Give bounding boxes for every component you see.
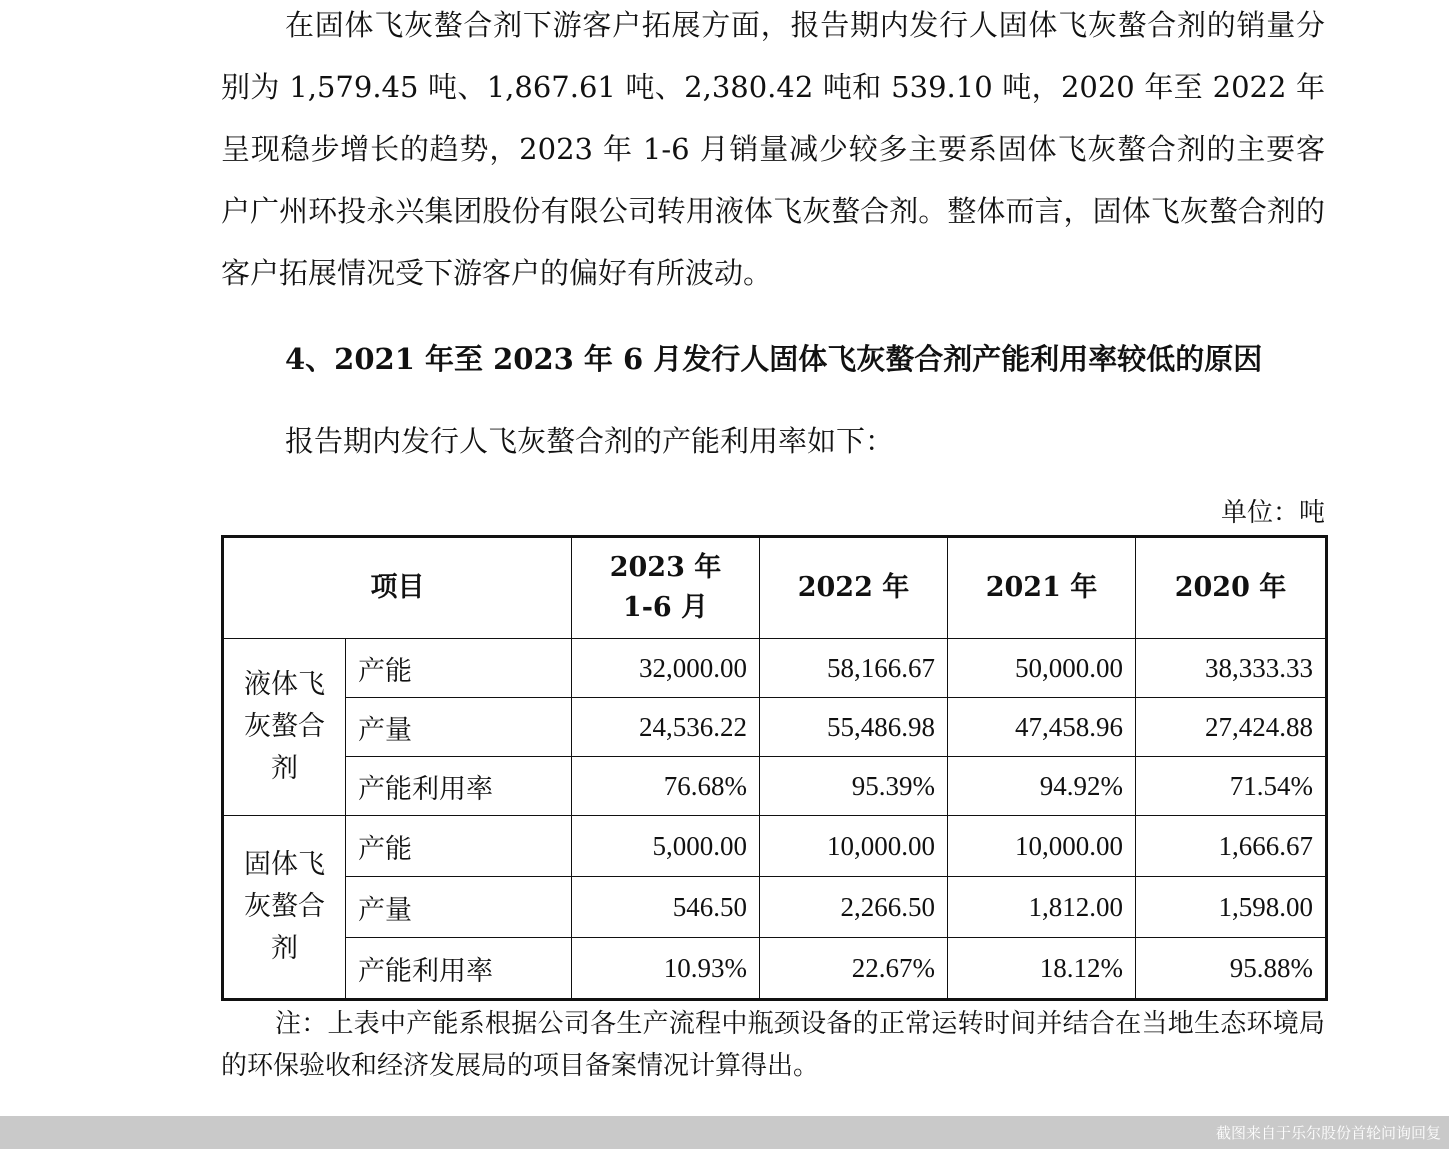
table-cell: 76.68%	[572, 757, 760, 816]
paragraph-solid-chelant-customers: 在固体飞灰螯合剂下游客户拓展方面，报告期内发行人固体飞灰螯合剂的销量分别为 1,579.45 吨、1,867.61 吨、2,380.42 吨和 539.10 吨，2020 年至 2022 年呈现稳步增长的趋势，2023 年 1-6 月销量减少较多主要系固体飞灰螯合剂的主要客户广州环投永兴集团股份有限公司转用液体飞灰螯合剂。整体而言，固体飞灰螯合剂的客户拓展情况受下游客户的偏好有所波动。	[221, 8, 1325, 290]
row-label: 产量	[346, 698, 572, 757]
table-cell: 2,266.50	[760, 877, 948, 938]
table-cell: 58,166.67	[760, 639, 948, 698]
table-intro: 报告期内发行人飞灰螯合剂的产能利用率如下：	[285, 424, 895, 458]
row-label: 产能	[346, 639, 572, 698]
table-cell: 546.50	[572, 877, 760, 938]
table-row	[223, 877, 1327, 938]
header-2023h1	[572, 537, 760, 639]
table-note: 注：上表中产能系根据公司各生产流程中瓶颈设备的正常运转时间并结合在当地生态环境局的环保验收和经济发展局的项目备案情况计算得出。	[221, 1009, 1325, 1081]
table-cell: 32,000.00	[572, 639, 760, 698]
capacity-utilization-table	[221, 535, 1328, 1001]
table-row	[223, 757, 1327, 816]
table-cell: 38,333.33	[1136, 639, 1327, 698]
table-cell: 24,536.22	[572, 698, 760, 757]
group-solid-chelant: 固体飞灰螯合剂	[223, 816, 346, 1000]
group-liquid-chelant: 液体飞灰螯合剂	[223, 639, 346, 816]
table-cell: 10.93%	[572, 938, 760, 1000]
header-2020: 2020 年	[1136, 537, 1327, 639]
table-cell: 1,666.67	[1136, 816, 1327, 877]
table-cell: 95.88%	[1136, 938, 1327, 1000]
table-cell: 27,424.88	[1136, 698, 1327, 757]
table-cell: 95.39%	[760, 757, 948, 816]
source-watermark: 截图来自于乐尔股份首轮问询回复	[1215, 1124, 1441, 1142]
table-cell: 50,000.00	[948, 639, 1136, 698]
header-2021: 2021 年	[948, 537, 1136, 639]
row-label: 产能利用率	[346, 757, 572, 816]
table-header-row	[223, 537, 1327, 639]
table-cell: 55,486.98	[760, 698, 948, 757]
section-heading: 4、2021 年至 2023 年 6 月发行人固体飞灰螯合剂产能利用率较低的原因	[285, 342, 1263, 376]
table-row	[223, 816, 1327, 877]
footer-bar	[0, 1116, 1449, 1149]
table-row	[223, 938, 1327, 1000]
table-row	[223, 639, 1327, 698]
header-2022: 2022 年	[760, 537, 948, 639]
row-label: 产能	[346, 816, 572, 877]
header-item: 项目	[223, 537, 572, 639]
table-cell: 22.67%	[760, 938, 948, 1000]
table-cell: 1,812.00	[948, 877, 1136, 938]
table-cell: 18.12%	[948, 938, 1136, 1000]
row-label: 产能利用率	[346, 938, 572, 1000]
header-2023h1-label: 2023 年 1-6 月	[609, 552, 722, 623]
table-row	[223, 698, 1327, 757]
table-cell: 5,000.00	[572, 816, 760, 877]
unit-label: 单位：吨	[1220, 498, 1325, 528]
row-label: 产量	[346, 877, 572, 938]
table-cell: 10,000.00	[948, 816, 1136, 877]
table-cell: 71.54%	[1136, 757, 1327, 816]
table-cell: 47,458.96	[948, 698, 1136, 757]
table-cell: 1,598.00	[1136, 877, 1327, 938]
table-cell: 10,000.00	[760, 816, 948, 877]
table-cell: 94.92%	[948, 757, 1136, 816]
